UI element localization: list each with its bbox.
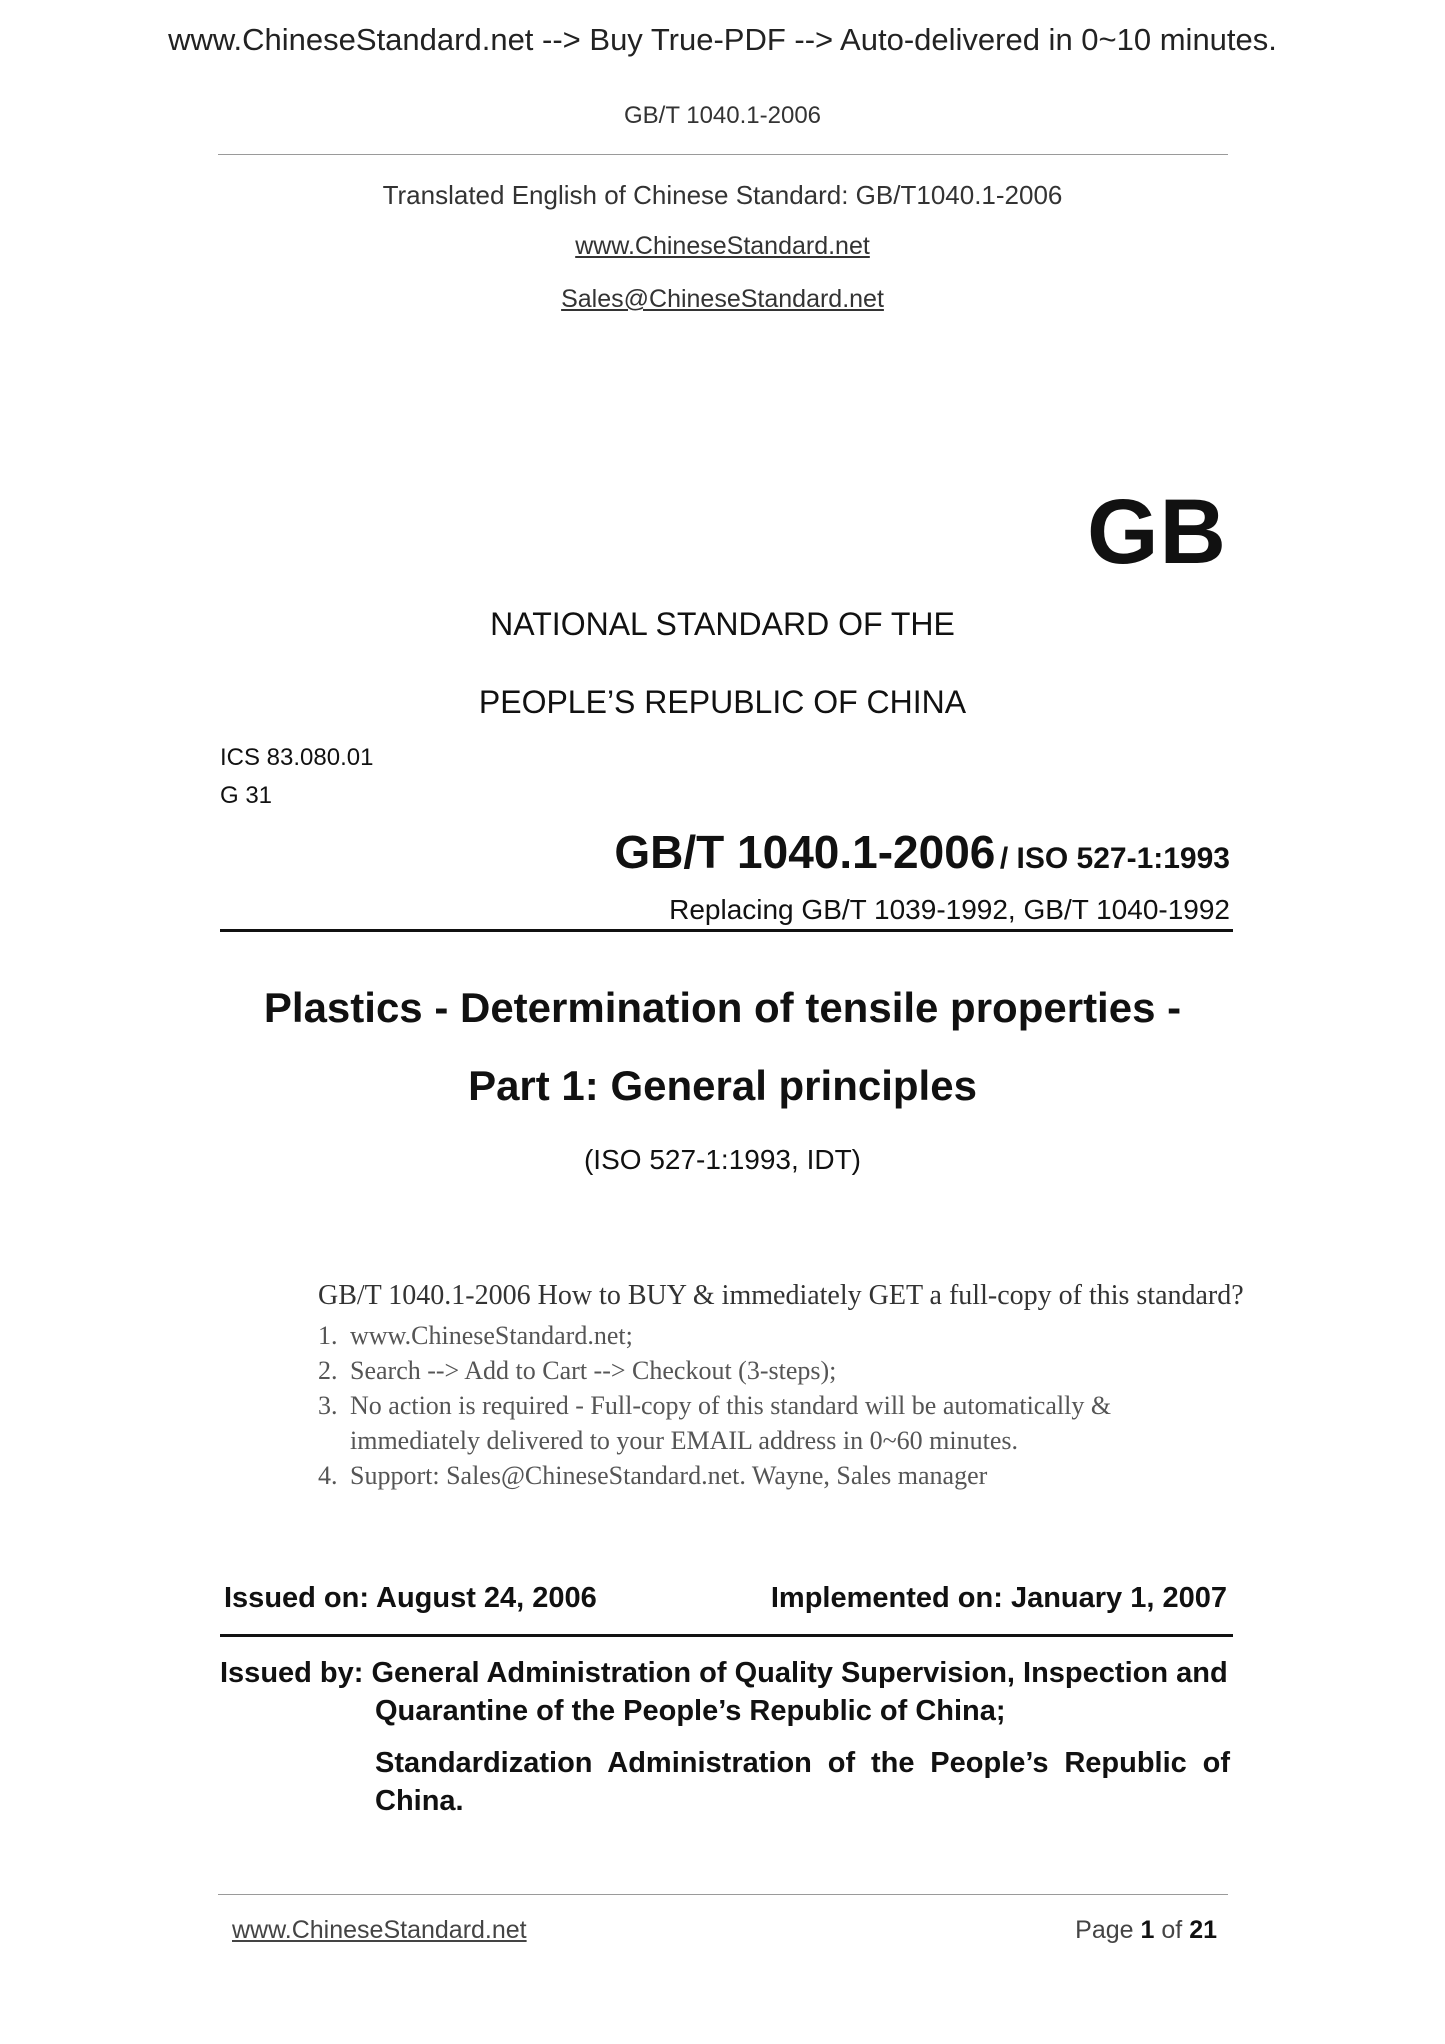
footer-website-link[interactable]: www.ChineseStandard.net (232, 1916, 527, 1944)
ccs-code: G 31 (220, 782, 273, 809)
national-standard-line2: PEOPLE’S REPUBLIC OF CHINA (478, 684, 967, 720)
footer-divider (218, 1894, 1228, 1895)
implemented-date: Implemented on: January 1, 2007 (770, 1582, 1227, 1614)
email-link-wrapper (0, 285, 1445, 314)
list-item: 4. Support: Sales@ChineseStandard.net. Wayne, Sales manager (318, 1461, 988, 1490)
list-item: 1. www.ChineseStandard.net; (318, 1321, 633, 1350)
buy-steps-list (318, 1318, 1248, 1493)
translation-label: Translated English of Chinese Standard: GB/T1040.1-2006 (382, 180, 1063, 210)
total-pages: 21 (1189, 1916, 1217, 1944)
issued-by-block (220, 1654, 1230, 1820)
buy-step-text-continued: immediately delivered to your EMAIL address in 0~60 minutes. (350, 1426, 1019, 1455)
buy-step-text: Support: Sales@ChineseStandard.net. Wayne, Sales manager (350, 1461, 988, 1490)
document-title-line1: Plastics - Determination of tensile properties - (263, 984, 1182, 1031)
header-standard-code: GB/T 1040.1-2006 (623, 102, 822, 129)
website-link-wrapper (0, 232, 1445, 261)
buy-step-text: No action is required - Full-copy of this standard will be automatically & (350, 1391, 1112, 1420)
list-item: 3. No action is required - Full-copy of this standard will be automatically & immediately delivered to your EMAIL address in 0~60 minutes. (318, 1391, 1112, 1455)
buy-step-text: www.ChineseStandard.net; (350, 1321, 633, 1350)
title-divider (220, 929, 1233, 932)
issued-by-org1-continued: Quarantine of the People’s Republic of China; (375, 1695, 1006, 1727)
header-divider (218, 154, 1228, 155)
website-link[interactable]: www.ChineseStandard.net (575, 232, 870, 260)
buy-step-text: Search --> Add to Cart --> Checkout (3-steps); (350, 1356, 837, 1385)
issued-by-org2: Standardization Administration of the People’s Republic of China. (375, 1747, 1230, 1817)
ics-code: ICS 83.080.01 (220, 744, 374, 771)
standard-number-main: GB/T 1040.1-2006 (614, 826, 996, 878)
buy-heading: GB/T 1040.1-2006 How to BUY & immediately GET a full-copy of this standard? (318, 1280, 1244, 1311)
header-banner: www.ChineseStandard.net --> Buy True-PDF --> Auto-delivered in 0~10 minutes. (168, 22, 1277, 57)
issued-by-org1: General Administration of Quality Supervision, Inspection and (371, 1657, 1228, 1689)
issued-by-label: Issued by: (220, 1657, 364, 1689)
national-standard-line1: NATIONAL STANDARD OF THE (490, 606, 955, 642)
standard-number (614, 825, 1230, 879)
document-title-line2: Part 1: General principles (468, 1062, 977, 1109)
dates-divider (220, 1634, 1233, 1637)
iso-equivalent: / ISO 527-1:1993 (999, 842, 1230, 875)
current-page: 1 (1140, 1916, 1155, 1944)
idt-note: (ISO 527-1:1993, IDT) (583, 1144, 861, 1175)
page-indicator: Page 1 of 21 (1075, 1916, 1217, 1944)
list-item: 2. Search --> Add to Cart --> Checkout (3-steps); (318, 1356, 837, 1385)
gb-logo: GB (1087, 481, 1227, 583)
issued-date: Issued on: August 24, 2006 (224, 1582, 597, 1614)
issued-by-line1 (220, 1654, 1230, 1692)
replacing-note: Replacing GB/T 1039-1992, GB/T 1040-1992 (669, 894, 1230, 925)
email-link[interactable]: Sales@ChineseStandard.net (561, 285, 884, 313)
